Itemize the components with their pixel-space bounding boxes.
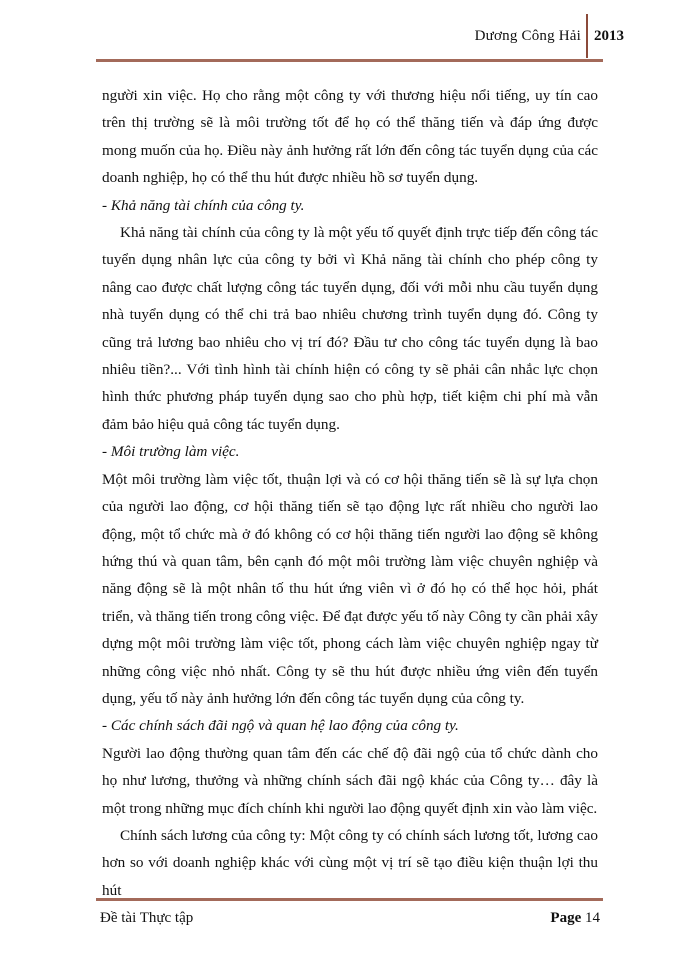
header-author: Dương Công Hải <box>474 28 581 44</box>
section-heading: - Khả năng tài chính của công ty. <box>102 196 305 214</box>
document-body <box>102 82 598 904</box>
footer-rule <box>96 898 603 901</box>
paragraph: Người lao động thường quan tâm đến các chế độ đãi ngộ của tổ chức dành cho họ như lương, thưởng và những chính sách đãi ngộ khác của Công ty… đây là một trong những mục đích chính khi người lao động quyết định xin vào làm việc. <box>102 744 598 817</box>
paragraph: Một môi trường làm việc tốt, thuận lợi và có cơ hội thăng tiến sẽ là sự lựa chọn của người lao động, cơ hội thăng tiến sẽ tạo động lực rất nhiều cho người lao động, một tổ chức mà ở đó không có cơ hội thăng tiến người lao động sẽ không hứng thú và quan tâm, bên cạnh đó một môi trường làm việc chuyên nghiệp và năng động sẽ là một nhân tố thu hút ứng viên vì ở đó họ có thể học hỏi, phát triển, và thăng tiến trong công việc. Để đạt được yếu tố này Công ty cần phải xây dựng một môi trường làm việc tốt, phong cách làm việc chuyên nghiệp ngay từ những công việc nhỏ nhất. Công ty sẽ thu hút được nhiều ứng viên đến tuyển dụng, yếu tố này ảnh hưởng lớn đến công tác tuyển dụng của công ty. <box>102 470 598 707</box>
header-separator <box>586 14 588 58</box>
paragraph: Chính sách lương của công ty: Một công ty có chính sách lương tốt, lương cao hơn so với doanh nghiệp khác với cùng một vị trí sẽ tạo điều kiện thuận lợi thu hút <box>102 826 598 899</box>
page-number: 14 <box>585 910 600 926</box>
header-rule <box>96 59 603 62</box>
paragraph: người xin việc. Họ cho rằng một công ty với thương hiệu nổi tiếng, uy tín cao trên thị trường sẽ là môi trường tốt để họ có thể thăng tiến và đáp ứng được mong muốn của họ. Điều này ảnh hưởng rất lớn đến công tác tuyển dụng của các doanh nghiệp, họ có thể thu hút được nhiều hồ sơ tuyển dụng. <box>102 87 598 187</box>
footer-title: Đề tài Thực tập <box>100 910 194 926</box>
section-heading: - Các chính sách đãi ngộ và quan hệ lao động của công ty. <box>102 717 459 735</box>
footer-page-number <box>550 910 600 927</box>
section-heading: - Môi trường làm việc. <box>102 443 240 461</box>
header-year: 2013 <box>594 28 624 44</box>
paragraph: Khả năng tài chính của công ty là một yếu tố quyết định trực tiếp đến công tác tuyển dụng nhân lực của công ty bởi vì Khả năng tài chính cho phép công ty nâng cao được chất lượng công tác tuyển dụng, đối với mỗi nhu cầu tuyển dụng nhà tuyển dụng có thể chi trả bao nhiêu chương trình tuyển dụng đó. Công ty cũng trả lương bao nhiêu cho vị trí đó? Đầu tư cho công tác tuyển dụng là bao nhiêu tiền?... Với tình hình tài chính hiện có công ty sẽ phải cân nhắc lực chọn hình thức phương pháp tuyển dụng sao cho phù hợp, tiết kiệm chi phí mà vẫn đảm bảo hiệu quả công tác tuyển dụng. <box>102 224 598 433</box>
page-label: Page <box>550 910 582 926</box>
